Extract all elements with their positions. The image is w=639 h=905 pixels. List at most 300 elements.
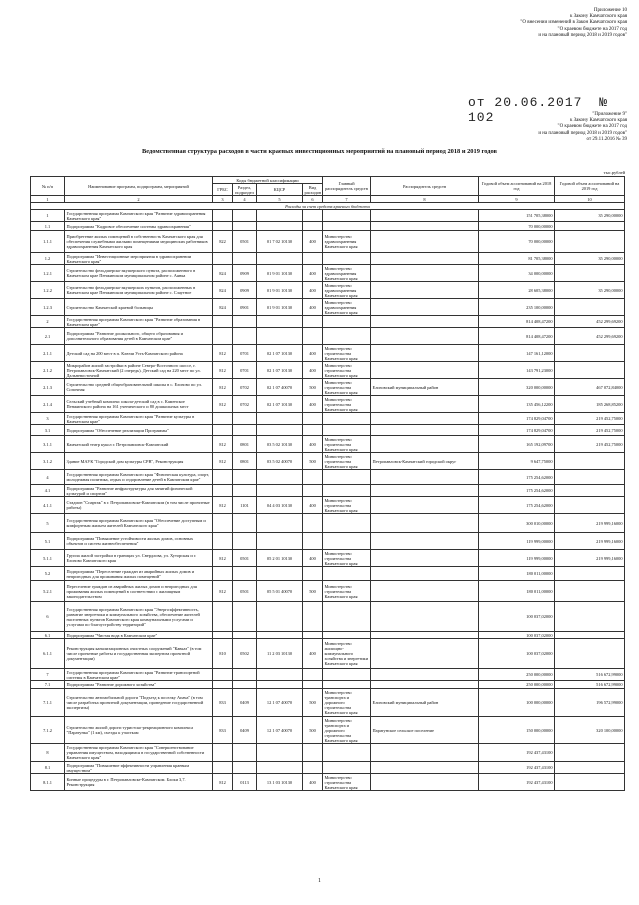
cell-vr — [303, 533, 323, 550]
cell-y2019 — [555, 639, 625, 669]
header-recipient: Распорядитель средств — [371, 177, 479, 196]
table-row — [31, 436, 625, 453]
cell-grbs: 824 — [213, 265, 233, 282]
cell-vr: 500 — [303, 581, 323, 602]
cell-dist — [323, 762, 371, 774]
cell-num: 2.1.2 — [31, 362, 65, 379]
cell-name: Государственная программа Камчатского края "Развитие транспортной системы в Камчатском крае" — [65, 669, 213, 681]
cell-recv — [371, 681, 479, 689]
cell-ksr: 01 9 01 10130 — [257, 282, 303, 299]
cell-grbs: 824 — [213, 282, 233, 299]
cell-num: 6.1 — [31, 632, 65, 639]
cell-y2019: 219 999,16000 — [555, 533, 625, 550]
cell-grbs: 812 — [213, 550, 233, 567]
header-razdel: Раздел, подраздел — [233, 184, 257, 196]
cell-y2019: 452 299,69200 — [555, 328, 625, 345]
cell-razdel: 0502 — [233, 639, 257, 669]
table-row — [31, 425, 625, 436]
cell-name: Подпрограмма "Обеспечение реализации Программы" — [65, 425, 213, 436]
cell-grbs — [213, 669, 233, 681]
cell-y2019 — [555, 744, 625, 762]
cell-recv — [371, 328, 479, 345]
cell-razdel — [233, 632, 257, 639]
cell-vr — [303, 470, 323, 485]
cell-vr — [303, 328, 323, 345]
cell-y2018: 192 437,43100 — [479, 744, 555, 762]
table-row — [31, 396, 625, 413]
cell-vr — [303, 567, 323, 581]
header-codes-group: Коды бюджетной классификации — [213, 177, 323, 184]
cell-vr — [303, 316, 323, 328]
appendix-header-2 — [538, 112, 627, 143]
cell-razdel — [233, 681, 257, 689]
cell-ksr: 11 2 03 10130 — [257, 639, 303, 669]
cell-razdel: 0409 — [233, 689, 257, 717]
cell-grbs — [213, 316, 233, 328]
cell-y2018: 143 791,23000 — [479, 362, 555, 379]
cell-grbs: 833 — [213, 717, 233, 744]
cell-y2018: 165 192,09700 — [479, 436, 555, 453]
cell-y2018: 81 705,38000 — [479, 253, 555, 265]
cell-ksr — [257, 425, 303, 436]
cell-vr: 400 — [303, 436, 323, 453]
cell-y2019: 35 290,00000 — [555, 253, 625, 265]
cell-dist — [323, 602, 371, 632]
cell-razdel: 0501 — [233, 550, 257, 567]
cell-y2018: 100 037,02000 — [479, 632, 555, 639]
cell-name: Переселение граждан из аварийных жилых домов и непригодных для проживания жилых помещений в соответствии с жилищным законодательством — [65, 581, 213, 602]
cell-y2018: 150 000,00000 — [479, 717, 555, 744]
cell-grbs — [213, 602, 233, 632]
cell-grbs — [213, 744, 233, 762]
cell-name: Здание МАУК "Городской дом культуры СРВ", Реконструкция — [65, 453, 213, 470]
cell-dist — [323, 681, 371, 689]
cell-num: 7 — [31, 669, 65, 681]
cell-dist — [323, 425, 371, 436]
cell-recv: Паратунское сельское поселение — [371, 717, 479, 744]
cell-y2019: 219 999,16000 — [555, 514, 625, 533]
cell-vr: 400 — [303, 639, 323, 669]
cell-ksr: 13 1 03 10130 — [257, 774, 303, 791]
stamp-date: от 20.06.2017 — [468, 95, 583, 110]
cell-razdel: 0701 — [233, 345, 257, 362]
cell-recv — [371, 470, 479, 485]
cell-name: Строительство средней общеобразовательной школы в с. Елизово по ул. Сопочная — [65, 379, 213, 396]
cell-name: Строительство Камчатской краевой больницы — [65, 299, 213, 316]
cell-vr — [303, 602, 323, 632]
cell-y2018: 180 011,00000 — [479, 567, 555, 581]
cell-y2019 — [555, 762, 625, 774]
header-line: "О краевом бюджете на 2017 год — [557, 124, 627, 130]
cell-grbs — [213, 567, 233, 581]
cell-recv — [371, 762, 479, 774]
cell-dist — [323, 533, 371, 550]
cell-razdel — [233, 514, 257, 533]
cell-y2018: 100 000,00000 — [479, 689, 555, 717]
cell-y2019 — [555, 774, 625, 791]
cell-recv — [371, 567, 479, 581]
cell-recv — [371, 632, 479, 639]
cell-vr: 400 — [303, 497, 323, 514]
cell-y2018: 814 408,47200 — [479, 328, 555, 345]
cell-dist: Министерство жилищно-коммунального хозяйства и энергетики Камчатского края — [323, 639, 371, 669]
cell-ksr: 01 9 01 10130 — [257, 299, 303, 316]
cell-num: 6.1.1 — [31, 639, 65, 669]
cell-y2019 — [555, 265, 625, 282]
cell-dist: Министерство строительства Камчатского края — [323, 550, 371, 567]
column-number: 5 — [257, 196, 303, 203]
cell-dist: Министерство здравоохранения Камчатского края — [323, 231, 371, 253]
table-row — [31, 689, 625, 717]
cell-name: Подпрограмма "Переселение граждан из аварийных жилых домов и непригодных для проживания жилых помещений" — [65, 567, 213, 581]
cell-razdel — [233, 425, 257, 436]
expenditure-table — [30, 176, 625, 791]
cell-name: Государственная программа Камчатского края "Развитие образования в Камчатском крае" — [65, 316, 213, 328]
cell-num: 3 — [31, 413, 65, 425]
cell-grbs: 812 — [213, 453, 233, 470]
cell-num: 5.2 — [31, 567, 65, 581]
cell-razdel: 1101 — [233, 497, 257, 514]
cell-grbs: 810 — [213, 639, 233, 669]
cell-dist: Министерство строительства Камчатского края — [323, 345, 371, 362]
unit-label: тыс.рублей — [603, 170, 625, 175]
cell-y2019 — [555, 470, 625, 485]
cell-y2018: 175 254,62000 — [479, 497, 555, 514]
cell-name: Строительство фельдшерско-акушерского пункта, расположенного в Камчатском крае Пенжинском муниципальном районе с. Аянка — [65, 265, 213, 282]
table-row — [31, 299, 625, 316]
cell-num: 7.1 — [31, 681, 65, 689]
cell-vr: 500 — [303, 379, 323, 396]
cell-dist: Министерство здравоохранения Камчатского края — [323, 282, 371, 299]
cell-name: Строительство фельдшерско-акушерских пунктов, расположенных в Камчатском крае Пенжинском муниципальном районе с. Слаутное — [65, 282, 213, 299]
cell-dist: Министерство строительства Камчатского края — [323, 436, 371, 453]
cell-grbs — [213, 514, 233, 533]
cell-recv: Елизовский муниципальный район — [371, 689, 479, 717]
cell-ksr — [257, 681, 303, 689]
cell-y2018: 250 000,00000 — [479, 681, 555, 689]
cell-recv — [371, 362, 479, 379]
cell-num: 1.2.3 — [31, 299, 65, 316]
cell-name: Стадион "Спартак" в г. Петропавловске-Камчатском (в том числе проектные работы) — [65, 497, 213, 514]
cell-name: Государственная программа Камчатского края "Энергоэффективность, развитие энергетики и коммунального хозяйства, обеспечение жителей населенных пунктов Камчатского края коммунальными услугами и услугами по благоустройству территорий" — [65, 602, 213, 632]
cell-name: Государственная программа Камчатского края "Обеспечение доступным и комфортным жильем жителей Камчатского края" — [65, 514, 213, 533]
cell-recv — [371, 231, 479, 253]
cell-y2019 — [555, 602, 625, 632]
cell-name: Сельский учебный комплекс школа-детский сад в с. Каменское Пенжинского района на 161 ученического и 80 дошкольных мест — [65, 396, 213, 413]
cell-y2018: 100 037,02000 — [479, 639, 555, 669]
header-ksr: КЦСР — [257, 184, 303, 196]
cell-y2018: 119 999,00000 — [479, 550, 555, 567]
cell-dist — [323, 567, 371, 581]
cell-y2018: 34 000,00000 — [479, 265, 555, 282]
cell-ksr — [257, 253, 303, 265]
cell-vr: 400 — [303, 265, 323, 282]
cell-y2018: 70 000,00000 — [479, 231, 555, 253]
cell-grbs — [213, 222, 233, 231]
header-line: к Закону Камчатского края — [569, 118, 627, 124]
column-number: 4 — [233, 196, 257, 203]
cell-dist — [323, 222, 371, 231]
cell-dist: Министерство строительства Камчатского края — [323, 497, 371, 514]
cell-y2018: 320 000,00000 — [479, 379, 555, 396]
cell-grbs — [213, 328, 233, 345]
cell-ksr — [257, 210, 303, 222]
cell-y2019: 35 290,00000 — [555, 210, 625, 222]
cell-vr — [303, 744, 323, 762]
table-row — [31, 316, 625, 328]
cell-grbs: 833 — [213, 689, 233, 717]
cell-dist — [323, 316, 371, 328]
table-row — [31, 222, 625, 231]
cell-recv — [371, 413, 479, 425]
header-line: "Приложение 9" — [592, 112, 627, 117]
cell-name: Строительство жилой дороги туристско-рекреационного комплекса "Паратунка" (1 км), съезды к участкам — [65, 717, 213, 744]
cell-vr: 400 — [303, 396, 323, 413]
column-numbers-row — [31, 196, 625, 203]
cell-recv: Петропавловск-Камчатский городской округ — [371, 453, 479, 470]
table-row — [31, 774, 625, 791]
cell-num: 2.1.3 — [31, 379, 65, 396]
cell-ksr — [257, 413, 303, 425]
cell-name: Детский сад на 200 мест в п. Ключи Усть-Камчатского района — [65, 345, 213, 362]
cell-grbs: 812 — [213, 774, 233, 791]
cell-name: Государственная программа Камчатского края "Физическая культура, спорт, молодежная политика, отдых и оздоровление детей в Камчатском крае" — [65, 470, 213, 485]
table-row — [31, 514, 625, 533]
cell-name: Подпрограмма "Повышение эффективности управления краевым имуществом" — [65, 762, 213, 774]
cell-num: 5.1 — [31, 533, 65, 550]
header-num: № п/п — [31, 177, 65, 196]
cell-y2018: 175 254,62000 — [479, 485, 555, 497]
cell-razdel — [233, 762, 257, 774]
cell-razdel: 0409 — [233, 717, 257, 744]
cell-y2018: 135 456,12200 — [479, 396, 555, 413]
cell-dist — [323, 632, 371, 639]
cell-y2018: 151 705,38000 — [479, 210, 555, 222]
table-row — [31, 550, 625, 567]
cell-ksr: 03 5 02 10130 — [257, 436, 303, 453]
cell-y2019: 219 999,16000 — [555, 550, 625, 567]
cell-ksr — [257, 602, 303, 632]
cell-ksr: 04 4 03 10130 — [257, 497, 303, 514]
table-row — [31, 362, 625, 379]
cell-razdel — [233, 470, 257, 485]
cell-dist: Министерство строительства Камчатского края — [323, 396, 371, 413]
cell-name: Камчатский театр кукол г. Петропавловск-Камчатский — [65, 436, 213, 453]
table-row — [31, 345, 625, 362]
cell-y2019 — [555, 453, 625, 470]
header-line: от 29.11.2016 № 39 — [586, 136, 627, 142]
cell-vr: 500 — [303, 453, 323, 470]
cell-name: Государственная программа Камчатского края "Развитие здравоохранения Камчатского края" — [65, 210, 213, 222]
cell-y2018: 300 010,00000 — [479, 514, 555, 533]
cell-dist — [323, 328, 371, 345]
column-number: 3 — [213, 196, 233, 203]
cell-num: 3.1.2 — [31, 453, 65, 470]
cell-ksr — [257, 222, 303, 231]
cell-num: 2.1.4 — [31, 396, 65, 413]
cell-grbs — [213, 413, 233, 425]
cell-recv — [371, 774, 479, 791]
cell-recv — [371, 485, 479, 497]
cell-y2019 — [555, 632, 625, 639]
cell-vr — [303, 632, 323, 639]
cell-dist — [323, 253, 371, 265]
cell-dist — [323, 744, 371, 762]
table-row — [31, 485, 625, 497]
cell-recv — [371, 210, 479, 222]
cell-razdel — [233, 210, 257, 222]
cell-grbs: 812 — [213, 396, 233, 413]
cell-ksr: 02 1 07 40070 — [257, 379, 303, 396]
table-row — [31, 669, 625, 681]
header-2018: Годовой объем ассигнований на 2018 год — [479, 177, 555, 196]
cell-razdel — [233, 253, 257, 265]
header-grbs: ГРБС — [213, 184, 233, 196]
header-line: и на плановый период 2018 и 2019 годов" — [538, 130, 627, 136]
cell-ksr — [257, 485, 303, 497]
cell-num: 1.1 — [31, 222, 65, 231]
cell-y2019 — [555, 231, 625, 253]
table-row — [31, 639, 625, 669]
cell-num: 4.1.1 — [31, 497, 65, 514]
cell-name: Государственная программа Камчатского края "Развитие культуры в Камчатском крае" — [65, 413, 213, 425]
cell-ksr: 12 1 07 40070 — [257, 689, 303, 717]
cell-num: 7.1.1 — [31, 689, 65, 717]
cell-ksr — [257, 514, 303, 533]
table-row — [31, 203, 625, 210]
cell-ksr: 05 2 01 10130 — [257, 550, 303, 567]
cell-grbs — [213, 485, 233, 497]
cell-ksr: 05 5 01 40070 — [257, 581, 303, 602]
cell-y2019: 219 452,75000 — [555, 436, 625, 453]
cell-num: 5.2.1 — [31, 581, 65, 602]
cell-razdel: 0909 — [233, 282, 257, 299]
cell-num: 1 — [31, 210, 65, 222]
column-number: 9 — [479, 196, 555, 203]
cell-recv — [371, 669, 479, 681]
cell-y2019: 467 072,84000 — [555, 379, 625, 396]
cell-dist: Министерство строительства Камчатского края — [323, 581, 371, 602]
page-number: 1 — [318, 878, 321, 884]
cell-vr: 400 — [303, 345, 323, 362]
cell-num: 7.1.2 — [31, 717, 65, 744]
cell-vr — [303, 514, 323, 533]
table-row — [31, 533, 625, 550]
cell-ksr — [257, 533, 303, 550]
cell-grbs: 812 — [213, 379, 233, 396]
cell-recv — [371, 744, 479, 762]
cell-y2018: 100 037,02000 — [479, 602, 555, 632]
stamp-number: № 102 — [468, 95, 609, 125]
cell-razdel — [233, 485, 257, 497]
cell-dist — [323, 210, 371, 222]
cell-recv — [371, 514, 479, 533]
cell-ksr — [257, 669, 303, 681]
cell-name: Подпрограмма "Развитие дорожного хозяйства" — [65, 681, 213, 689]
table-row — [31, 762, 625, 774]
cell-num: 1.1.1 — [31, 231, 65, 253]
cell-recv — [371, 396, 479, 413]
cell-num: 2.1.1 — [31, 345, 65, 362]
cell-y2019: 185 268,85200 — [555, 396, 625, 413]
header-2019: Годовой объем ассигнований на 2019 год — [555, 177, 625, 196]
cell-name: Реконструкция канализационных очистных сооружений "Кавказ" (в том числе проектные работы и государственная экспертиза проектной документации) — [65, 639, 213, 669]
cell-razdel: 0801 — [233, 436, 257, 453]
cell-y2018: 814 408,47200 — [479, 316, 555, 328]
cell-recv — [371, 282, 479, 299]
cell-num: 1.2.2 — [31, 282, 65, 299]
table-row — [31, 231, 625, 253]
cell-grbs — [213, 425, 233, 436]
table-row — [31, 265, 625, 282]
cell-recv — [371, 533, 479, 550]
cell-vr: 400 — [303, 282, 323, 299]
cell-y2018: 9 647,75000 — [479, 453, 555, 470]
section-caption: Расходы за счет средств краевого бюджета — [31, 203, 625, 210]
cell-num: 2 — [31, 316, 65, 328]
cell-vr — [303, 681, 323, 689]
cell-dist: Министерство строительства Камчатского края — [323, 362, 371, 379]
cell-grbs: 812 — [213, 436, 233, 453]
cell-y2018: 180 011,00000 — [479, 581, 555, 602]
cell-razdel — [233, 222, 257, 231]
cell-grbs — [213, 253, 233, 265]
cell-razdel — [233, 669, 257, 681]
header-line: "О внесении изменений в Закон Камчатского края — [520, 20, 627, 26]
cell-dist: Министерство транспорта и дорожного строительства Камчатского края — [323, 717, 371, 744]
cell-y2019: 516 672,99000 — [555, 681, 625, 689]
cell-vr — [303, 253, 323, 265]
cell-name: Подпрограмма "Инвестиционные мероприятия в здравоохранении Камчатского края" — [65, 253, 213, 265]
cell-dist — [323, 470, 371, 485]
cell-razdel: 0501 — [233, 231, 257, 253]
cell-y2018: 147 161,12000 — [479, 345, 555, 362]
cell-y2018: 119 999,00000 — [479, 533, 555, 550]
cell-grbs — [213, 533, 233, 550]
cell-num: 4 — [31, 470, 65, 485]
cell-y2019: 516 672,99000 — [555, 669, 625, 681]
cell-razdel: 0909 — [233, 265, 257, 282]
table-row — [31, 210, 625, 222]
cell-ksr: 03 5 02 40070 — [257, 453, 303, 470]
table-row — [31, 581, 625, 602]
cell-num: 4.1 — [31, 485, 65, 497]
cell-num: 2.1 — [31, 328, 65, 345]
cell-recv — [371, 436, 479, 453]
cell-vr: 400 — [303, 362, 323, 379]
cell-razdel: 0702 — [233, 396, 257, 413]
cell-vr: 400 — [303, 774, 323, 791]
cell-name: Конные процедуры в г. Петропавловске-Камчатском. Блоки 3,7. Реконструкция — [65, 774, 213, 791]
cell-vr: 500 — [303, 689, 323, 717]
cell-ksr — [257, 744, 303, 762]
cell-y2018: 28 605,38000 — [479, 282, 555, 299]
cell-y2019: 219 452,75000 — [555, 413, 625, 425]
table-row — [31, 282, 625, 299]
cell-vr: 400 — [303, 231, 323, 253]
cell-razdel — [233, 602, 257, 632]
cell-ksr: 01 7 02 10130 — [257, 231, 303, 253]
cell-y2018: 174 829,04700 — [479, 413, 555, 425]
cell-num: 3.1.1 — [31, 436, 65, 453]
cell-num: 1.2 — [31, 253, 65, 265]
cell-name: Подпрограмма "Развитие дошкольного, общего образования и дополнительного образования детей в Камчатском крае" — [65, 328, 213, 345]
column-number: 10 — [555, 196, 625, 203]
header-vr: Вид расходов — [304, 184, 322, 195]
cell-recv — [371, 639, 479, 669]
cell-name: Подпрограмма "Кадровое обеспечение системы здравоохранения" — [65, 222, 213, 231]
cell-ksr — [257, 470, 303, 485]
